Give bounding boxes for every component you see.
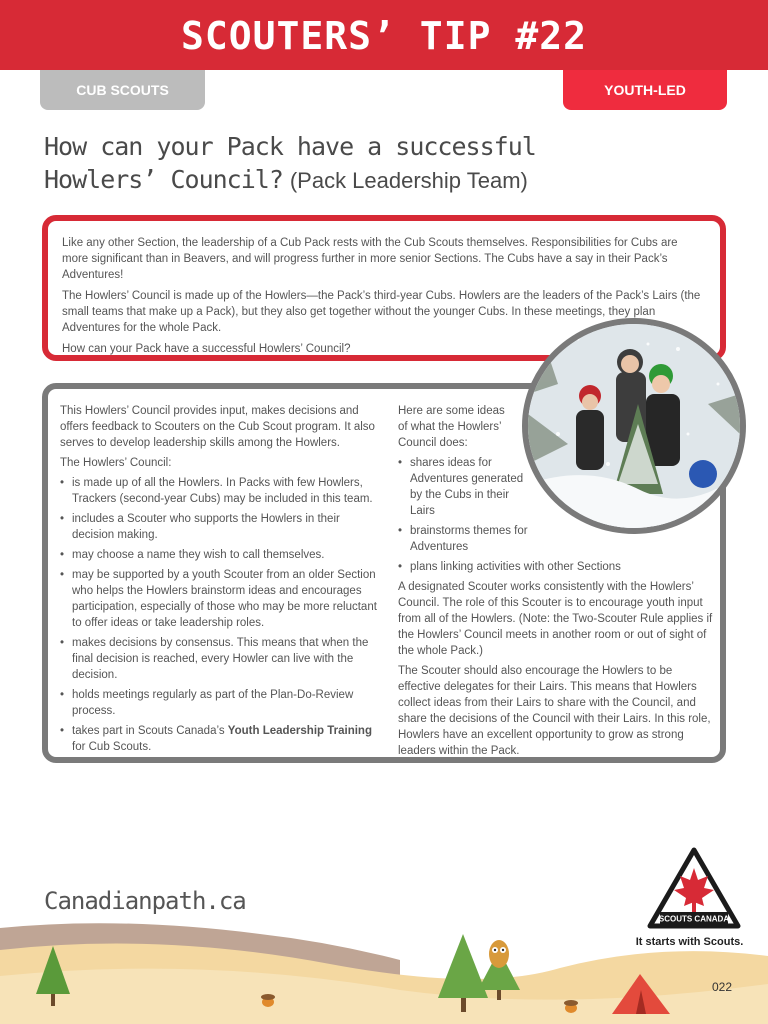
website-url: Canadianpath.ca (44, 887, 246, 915)
left-paragraph-1: This Howlers’ Council provides input, makes decisions and offers feedback to Scouters on the Cub Scout program. It also serves to develop leadership skills among the Howlers. (60, 405, 375, 449)
tagline: It starts with Scouts. (635, 936, 744, 948)
banner-title: SCOUTERS’ TIP #22 (181, 14, 587, 58)
header-banner (0, 0, 768, 70)
right-paragraph-3: The Scouter should also encourage the Howlers to be effective delegates for their Lairs. This means that Howlers collect ideas from their Lairs to share with the Council, and share the decisions of the Council with their Lairs. In this role, Howlers have an excellent opportunity to grow as strong leaders within the Pack. (398, 665, 711, 757)
council-list (60, 475, 382, 755)
page-title (44, 130, 704, 197)
tab-youth-led: YOUTH-LED (563, 70, 727, 110)
list-item: • includes a Scouter who supports the Howlers in their decision making. (60, 511, 382, 543)
left-column (60, 403, 382, 759)
intro-paragraph-1: Like any other Section, the leadership of a Cub Pack rests with the Cub Scouts themselves. Responsibilities for Cubs are more significant than in Beavers, and will progress further in more senior Sections. The Cubs have a say in their Pack’s Adventures! (62, 237, 678, 281)
tab-cub-scouts: CUB SCOUTS (40, 70, 205, 110)
logo-text: SCOUTS CANADA (658, 914, 730, 924)
list-item: • may choose a name they wish to call themselves. (60, 547, 382, 563)
photo-illustration (528, 324, 740, 528)
owl-icon (489, 940, 509, 968)
intro-paragraph-2: The Howlers’ Council is made up of the Howlers—the Pack’s third-year Cubs. Howlers are the leaders of the Pack’s Lairs (the small teams that make up a Pack), but they also get together without the younger Cubs. In these meetings, they plan Adventures for the whole Pack. (62, 290, 701, 334)
list-item-text: takes part in Scouts Canada’s (72, 725, 228, 737)
left-paragraph-2: The Howlers’ Council: (60, 457, 172, 469)
right-paragraph-1: Here are some ideas of what the Howlers’ Council does: (398, 405, 505, 449)
intro-paragraph-3: How can your Pack have a successful Howlers’ Council? (62, 343, 351, 355)
right-paragraph-2: A designated Scouter works consistently with the Howlers’ Council. The role of this Scouter is to encourage youth input from all of the Howlers. (Note: the Two-Scouter Rule applies if the Howlers’ Council meets in another room or out of sight of the whole Pack.) (398, 581, 713, 657)
title-line-1: How can your Pack have a successful (44, 132, 536, 161)
cub-scouts-snow-photo (522, 318, 746, 534)
list-item: • may be supported by a youth Scouter from an older Section who helps the Howlers brainstorm ideas and encourages participation, especially of those who may be more reluctant to offer ideas or take leadership roles. (60, 567, 382, 631)
list-item: • brainstorms themes for Adventures (398, 523, 528, 555)
list-item: • plans linking activities with other Sections (398, 559, 718, 575)
scouts-canada-logo (646, 846, 742, 936)
list-item: • holds meetings regularly as part of the Plan-Do-Review process. (60, 687, 382, 719)
title-line-2: Howlers’ Council? (44, 165, 283, 194)
list-item: • shares ideas for Adventures generated by the Cubs in their Lairs (398, 455, 528, 519)
list-item (60, 723, 382, 755)
page-number: 022 (712, 980, 733, 994)
list-item: • makes decisions by consensus. This means that when the final decision is reached, every Howler can live with the decision. (60, 635, 382, 683)
title-subtitle: (Pack Leadership Team) (289, 168, 528, 193)
list-item: • is made up of all the Howlers. In Packs with few Howlers, Trackers (second-year Cubs) may be included in this team. (60, 475, 382, 507)
list-item-text: for Cub Scouts. (72, 741, 152, 753)
youth-leadership-training-link: Youth Leadership Training (227, 725, 372, 737)
